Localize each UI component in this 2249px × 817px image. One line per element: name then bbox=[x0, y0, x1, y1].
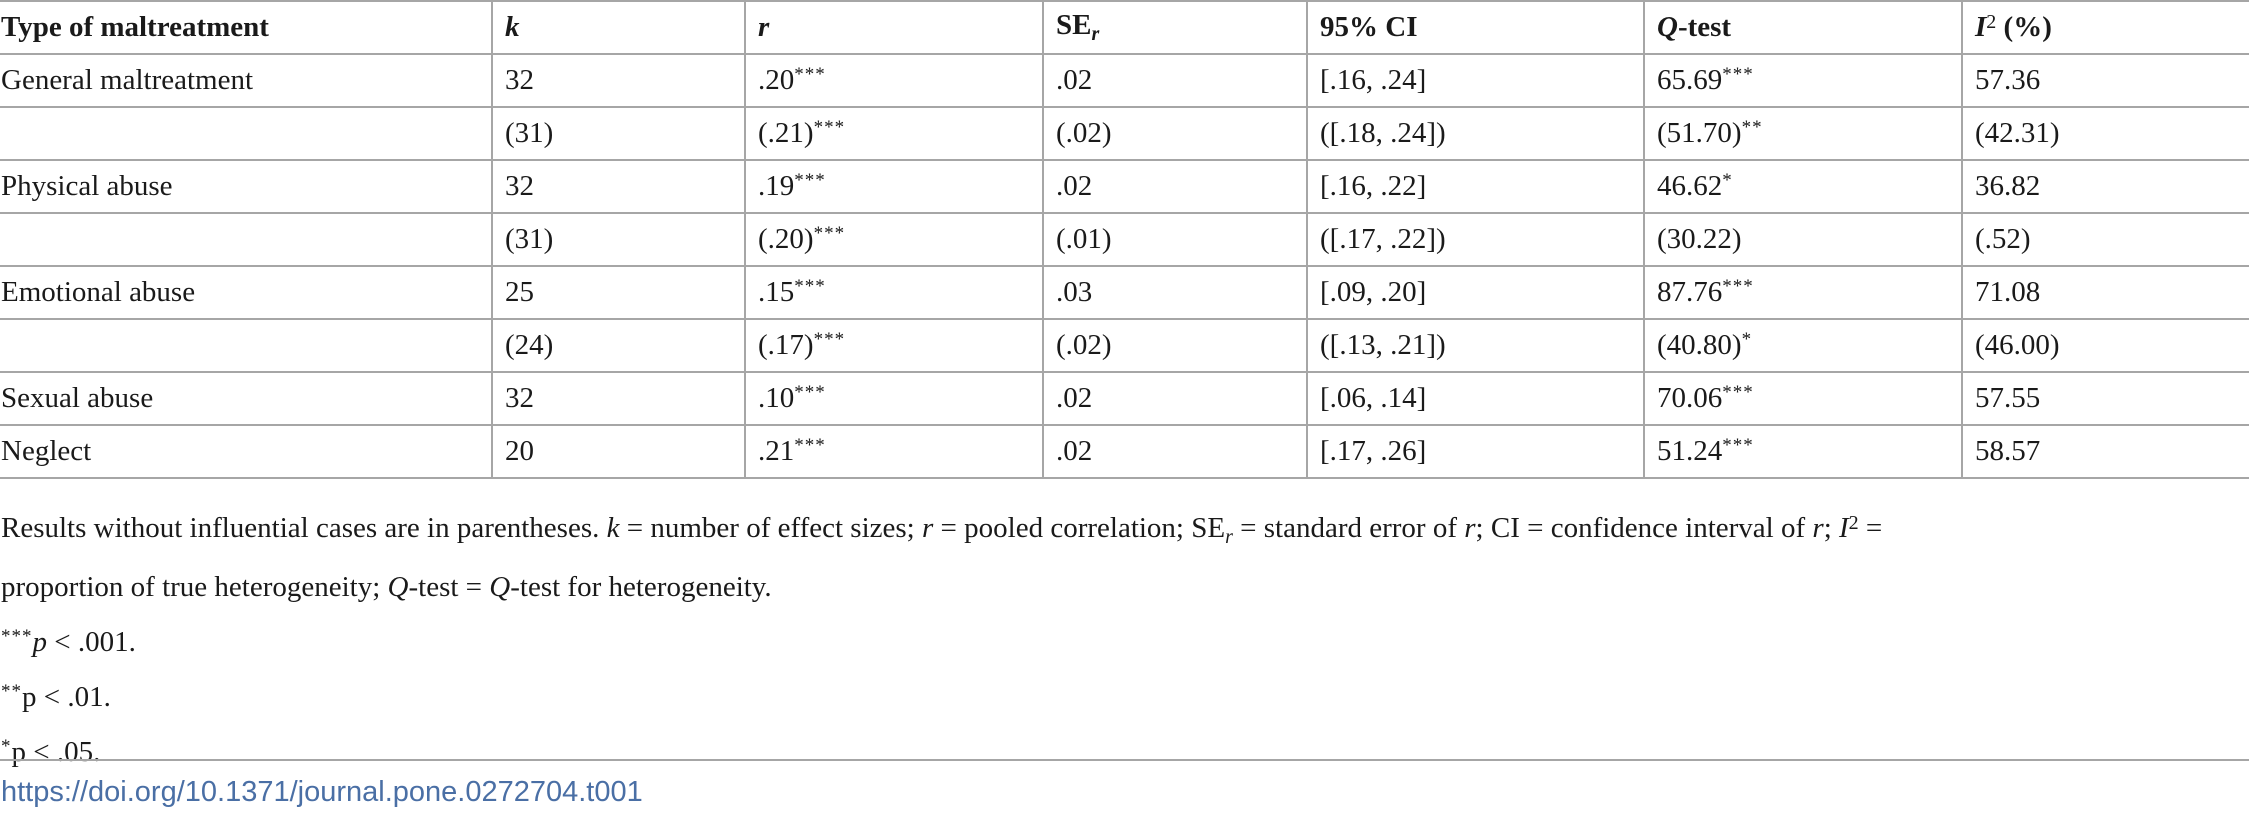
cell-r bbox=[745, 266, 1043, 319]
header-k: k bbox=[492, 1, 745, 54]
cell-type: Neglect bbox=[0, 425, 492, 478]
cell-type: Sexual abuse bbox=[0, 372, 492, 425]
significance-stars: *** bbox=[813, 117, 846, 138]
cell-se: .02 bbox=[1043, 372, 1307, 425]
cell-k: 20 bbox=[492, 425, 745, 478]
cell-i2: 71.08 bbox=[1962, 266, 2249, 319]
cell-i2: 58.57 bbox=[1962, 425, 2249, 478]
cell-q-test bbox=[1644, 160, 1962, 213]
cell-r bbox=[745, 319, 1043, 372]
cell-i2: (42.31) bbox=[1962, 107, 2249, 160]
cell-k: (31) bbox=[492, 213, 745, 266]
cell-q-test bbox=[1644, 54, 1962, 107]
cell-i2: 57.55 bbox=[1962, 372, 2249, 425]
cell-k: (31) bbox=[492, 107, 745, 160]
header-q-test: Q-test bbox=[1644, 1, 1962, 54]
significance-stars: *** bbox=[1722, 276, 1754, 297]
cell-se: .02 bbox=[1043, 54, 1307, 107]
cell-r bbox=[745, 372, 1043, 425]
cell-k: 32 bbox=[492, 372, 745, 425]
cell-se: .03 bbox=[1043, 266, 1307, 319]
table-row bbox=[0, 107, 2249, 160]
table-row bbox=[0, 372, 2249, 425]
table-row bbox=[0, 425, 2249, 478]
header-type: Type of maltreatment bbox=[0, 1, 492, 54]
significance-stars: *** bbox=[1722, 382, 1754, 403]
cell-q-test bbox=[1644, 425, 1962, 478]
significance-stars: *** bbox=[794, 276, 826, 297]
r-value: .20 bbox=[758, 64, 795, 96]
significance-stars: * bbox=[1741, 329, 1753, 350]
cell-type bbox=[0, 319, 492, 372]
cell-k: (24) bbox=[492, 319, 745, 372]
table-row bbox=[0, 160, 2249, 213]
significance-stars: ** bbox=[1741, 117, 1763, 138]
cell-ci: ([.13, .21]) bbox=[1307, 319, 1644, 372]
header-se: $SE_r$ bbox=[1043, 1, 1307, 54]
q-value: (30.22) bbox=[1657, 223, 1742, 255]
cell-r bbox=[745, 160, 1043, 213]
cell-ci: [.06, .14] bbox=[1307, 372, 1644, 425]
r-value: (.17) bbox=[758, 329, 814, 361]
r-value: .19 bbox=[758, 170, 795, 202]
r-value: (.20) bbox=[758, 223, 814, 255]
footnote-p001: ***p < .001. bbox=[1, 626, 136, 658]
r-value: (.21) bbox=[758, 117, 814, 149]
cell-type: Emotional abuse bbox=[0, 266, 492, 319]
cell-q-test bbox=[1644, 372, 1962, 425]
q-value: (40.80) bbox=[1657, 329, 1742, 361]
q-value: 70.06 bbox=[1657, 382, 1723, 414]
cell-k: 25 bbox=[492, 266, 745, 319]
cell-k: 32 bbox=[492, 54, 745, 107]
cell-ci: [.16, .22] bbox=[1307, 160, 1644, 213]
table-header-row bbox=[0, 1, 2249, 54]
cell-q-test bbox=[1644, 319, 1962, 372]
cell-ci: ([.17, .22]) bbox=[1307, 213, 1644, 266]
cell-k: 32 bbox=[492, 160, 745, 213]
footnote-p05: *p < .05. bbox=[1, 736, 101, 768]
cell-se: (.01) bbox=[1043, 213, 1307, 266]
cell-r bbox=[745, 54, 1043, 107]
table-row bbox=[0, 54, 2249, 107]
significance-stars: *** bbox=[1722, 64, 1754, 85]
cell-se: .02 bbox=[1043, 160, 1307, 213]
significance-stars: *** bbox=[813, 329, 846, 350]
significance-stars: *** bbox=[794, 382, 826, 403]
q-value: (51.70) bbox=[1657, 117, 1742, 149]
cell-q-test bbox=[1644, 213, 1962, 266]
significance-stars: *** bbox=[794, 170, 826, 191]
cell-i2: (.52) bbox=[1962, 213, 2249, 266]
cell-type bbox=[0, 213, 492, 266]
cell-q-test bbox=[1644, 266, 1962, 319]
significance-stars: *** bbox=[794, 435, 826, 456]
cell-se: .02 bbox=[1043, 425, 1307, 478]
cell-type bbox=[0, 107, 492, 160]
cell-i2: 36.82 bbox=[1962, 160, 2249, 213]
cell-ci: ([.18, .24]) bbox=[1307, 107, 1644, 160]
header-r: r bbox=[745, 1, 1043, 54]
cell-se: (.02) bbox=[1043, 319, 1307, 372]
table-row bbox=[0, 213, 2249, 266]
table-footnotes bbox=[0, 498, 2249, 777]
r-value: .10 bbox=[758, 382, 795, 414]
q-value: 51.24 bbox=[1657, 435, 1723, 467]
cell-r bbox=[745, 213, 1043, 266]
bottom-divider bbox=[0, 759, 2249, 761]
cell-r bbox=[745, 107, 1043, 160]
significance-stars: *** bbox=[794, 64, 826, 85]
cell-ci: [.09, .20] bbox=[1307, 266, 1644, 319]
cell-se: (.02) bbox=[1043, 107, 1307, 160]
footnote-abbreviations-line2: proportion of true heterogeneity; Q-test = Q-test for heterogeneity. bbox=[1, 571, 772, 603]
r-value: .15 bbox=[758, 276, 795, 308]
cell-ci: [.16, .24] bbox=[1307, 54, 1644, 107]
cell-i2: 57.36 bbox=[1962, 54, 2249, 107]
cell-type: Physical abuse bbox=[0, 160, 492, 213]
cell-r bbox=[745, 425, 1043, 478]
table-row bbox=[0, 319, 2249, 372]
cell-i2: (46.00) bbox=[1962, 319, 2249, 372]
significance-stars: *** bbox=[813, 223, 846, 244]
header-ci: 95% CI bbox=[1307, 1, 1644, 54]
cell-q-test bbox=[1644, 107, 1962, 160]
footnote-p01: **p < .01. bbox=[1, 681, 111, 713]
q-value: 65.69 bbox=[1657, 64, 1723, 96]
doi-link[interactable]: https://doi.org/10.1371/journal.pone.0272704.t001 bbox=[1, 776, 643, 808]
q-value: 87.76 bbox=[1657, 276, 1723, 308]
significance-stars: * bbox=[1722, 170, 1733, 191]
header-i2: $I^2$ (%) bbox=[1962, 1, 2249, 54]
footnote-abbreviations-line1: Results without influential cases are in parentheses. k = number of effect sizes; r = pooled correlation; $SE_r$ = standard error of r; CI = confidence interval of r; $I^2$ = bbox=[1, 512, 1883, 548]
q-value: 46.62 bbox=[1657, 170, 1723, 202]
significance-stars: *** bbox=[1722, 435, 1754, 456]
table-row bbox=[0, 266, 2249, 319]
cell-type: General maltreatment bbox=[0, 54, 492, 107]
cell-ci: [.17, .26] bbox=[1307, 425, 1644, 478]
r-value: .21 bbox=[758, 435, 795, 467]
